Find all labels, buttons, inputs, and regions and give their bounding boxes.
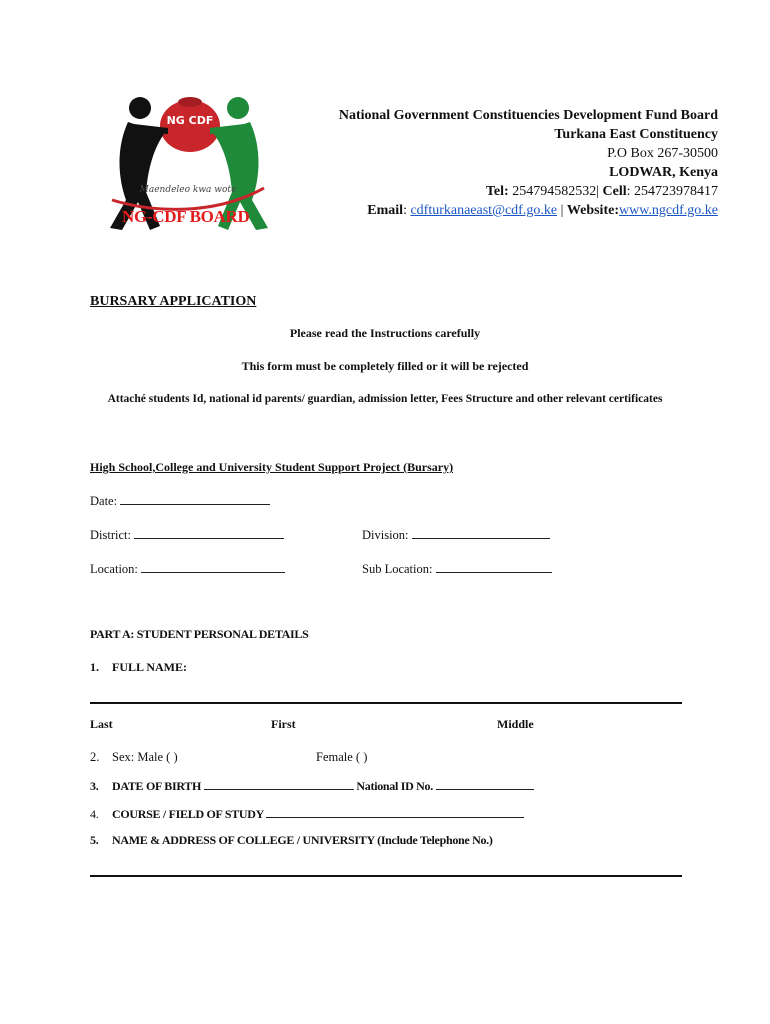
website-link[interactable]: www.ngcdf.go.ke [618, 203, 718, 218]
sublocation-field: Sub Location: [362, 560, 552, 577]
phone-line: Tel: 254794582532| Cell: 254723978417 [485, 184, 718, 199]
full-name-label: 1. FULL NAME: [90, 660, 187, 674]
course-blank[interactable] [266, 805, 524, 818]
board-name: National Government Constituencies Development Fund Board [338, 108, 718, 123]
email-link[interactable]: cdfturkanaeast@cdf.go.ke [410, 203, 558, 218]
sex-female[interactable]: Female ( ) [316, 750, 368, 764]
letterhead [339, 106, 718, 220]
college-field: 5. NAME & ADDRESS OF COLLEGE / UNIVERSITY (Include Telephone No.) [90, 833, 493, 847]
course-field: 4. COURSE / FIELD OF STUDY [90, 805, 524, 822]
district-blank[interactable] [134, 526, 284, 539]
district-field: District: [90, 526, 284, 543]
name-first-label: First [271, 717, 296, 731]
logo-motto: Maendeleo kwa wote [139, 185, 237, 195]
contact-line: Email: cdfturkanaeast@cdf.go.ke | Website:www.ngcdf.go.ke [367, 203, 718, 218]
national-id-blank[interactable] [436, 777, 534, 790]
full-name-line[interactable] [90, 702, 682, 704]
logo-badge-text: NG CDF [166, 114, 214, 127]
project-title: High School,College and University Student Support Project (Bursary) [90, 460, 454, 474]
division-field: Division: [362, 526, 550, 543]
po-box: P.O Box 267-30500 [607, 146, 718, 161]
form-title: BURSARY APPLICATION [90, 294, 257, 309]
logo-caption: NG-CDF BOARD [122, 207, 250, 226]
date-field: Date: [90, 492, 270, 509]
division-blank[interactable] [412, 526, 550, 539]
dob-field: 3. DATE OF BIRTH National ID No. [90, 777, 534, 794]
sex-male[interactable]: 2. Sex: Male ( ) [90, 750, 178, 764]
instruction-complete: This form must be completely filled or it will be rejected [241, 359, 529, 373]
name-last-label: Last [90, 717, 113, 731]
instruction-read: Please read the Instructions carefully [289, 326, 481, 340]
city: LODWAR, Kenya [609, 165, 718, 180]
location-blank[interactable] [141, 560, 285, 573]
location-field: Location: [90, 560, 285, 577]
college-address-line[interactable] [90, 875, 682, 877]
part-a-heading: PART A: STUDENT PERSONAL DETAILS [90, 627, 309, 641]
constituency-name: Turkana East Constituency [554, 127, 718, 142]
instruction-attachments: Attaché students Id, national id parents/ guardian, admission letter, Fees Structure and other relevant certificates [107, 393, 663, 405]
sublocation-blank[interactable] [436, 560, 552, 573]
date-blank[interactable] [120, 492, 270, 505]
dob-blank[interactable] [204, 777, 354, 790]
name-middle-label: Middle [497, 717, 534, 731]
